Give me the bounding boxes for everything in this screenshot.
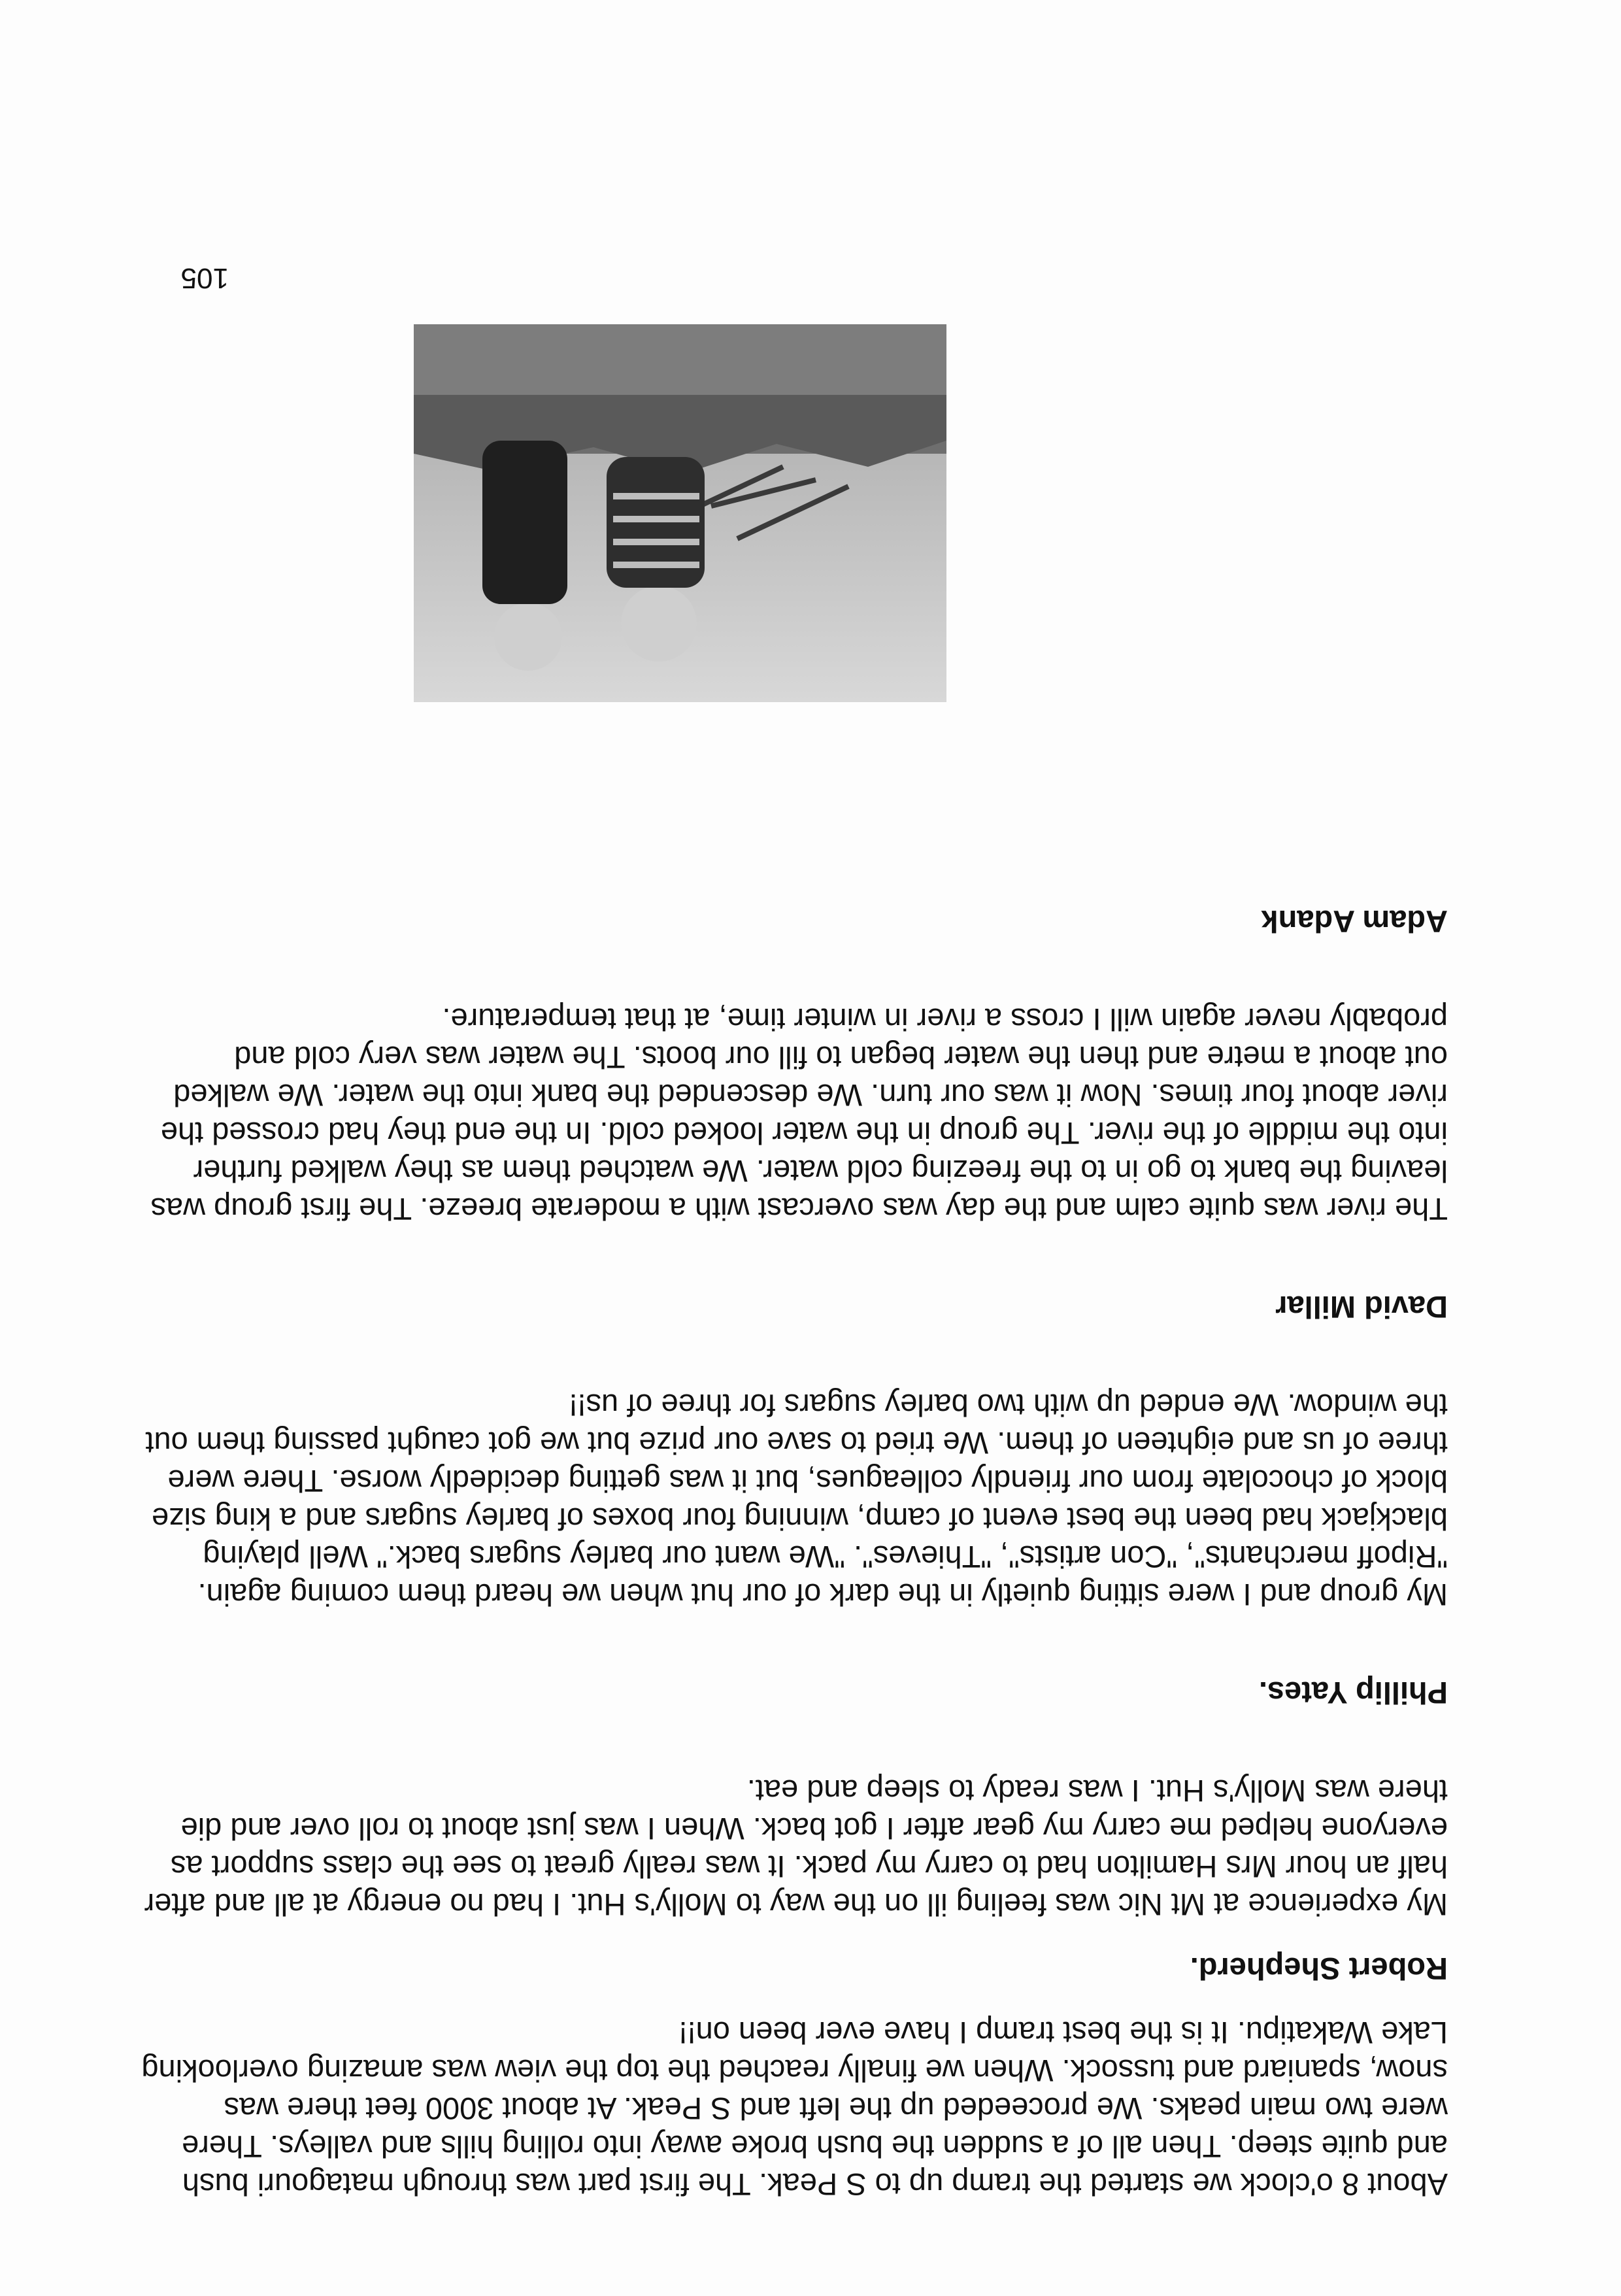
page-content — [141, 902, 1448, 2203]
paragraph-1: About 8 o'clock we started the tramp up to S Peak. The first part was through matagouri bush and quite steep. Then all of a sudden the bush broke away into rolling hills and valleys. There were two main peaks. We proceeded up the left and S Peak. At about 3000 feet there was snow, spaniard and tussock. When we finally reached the top the view was amazing overlooking Lake Wakatipu. It is the best tramp I have ever been on!! — [141, 2016, 1448, 2202]
paragraph-2: My experience at Mt Nic was feeling ill on the way to Molly's Hut. I had no energy at all and after half an hour Mrs Hamilton had to carry my pack. It was really great to see the class support as everyone helped me carry my gear after I got back. When I was just about to roll over and die there was Molly's Hut. I was ready to sleep and eat. — [144, 1774, 1448, 1922]
author-1: Robert Shepherd. — [1190, 1951, 1448, 1986]
paragraph-3: My group and I were sitting quietly in the dark of our hut when we heard them coming again. "Ripoff merchants", "Con artists", "Thieves". "We want our barley sugars back." Well playing blackjack had been the best event of camp, winning four boxes of barley sugars and a king size block of chocolate from our friendly colleagues, but it was getting decidedly worse. There were three of us and eighteen of them. We tried to save our prize but we got caught passing them out the window. We ended up with two barley sugars for three of us!! — [145, 1388, 1448, 1612]
author-4: Adam Adank — [1261, 904, 1448, 939]
paragraph-4: The river was quite calm and the day was overcast with a moderate breeze. The first group was leaving the bank to go in to the freezing cold water. We watched them as they walked further into the middle of the river. The group in the water looked cold. In the end they had crossed the river about four times. Now it was our turn. We descended the bank into the water. We walked out about a metre and then the water began to fill our boots. The water was very cold and probably never again will I cross a river in winter time, at that temperature. — [150, 1002, 1448, 1226]
photo-students-at-river — [414, 324, 946, 702]
author-2: Phillip Yates. — [1258, 1676, 1448, 1710]
page-number: 105 — [180, 262, 229, 294]
photo-illustration — [414, 324, 946, 702]
author-3: David Millar — [1275, 1290, 1448, 1325]
